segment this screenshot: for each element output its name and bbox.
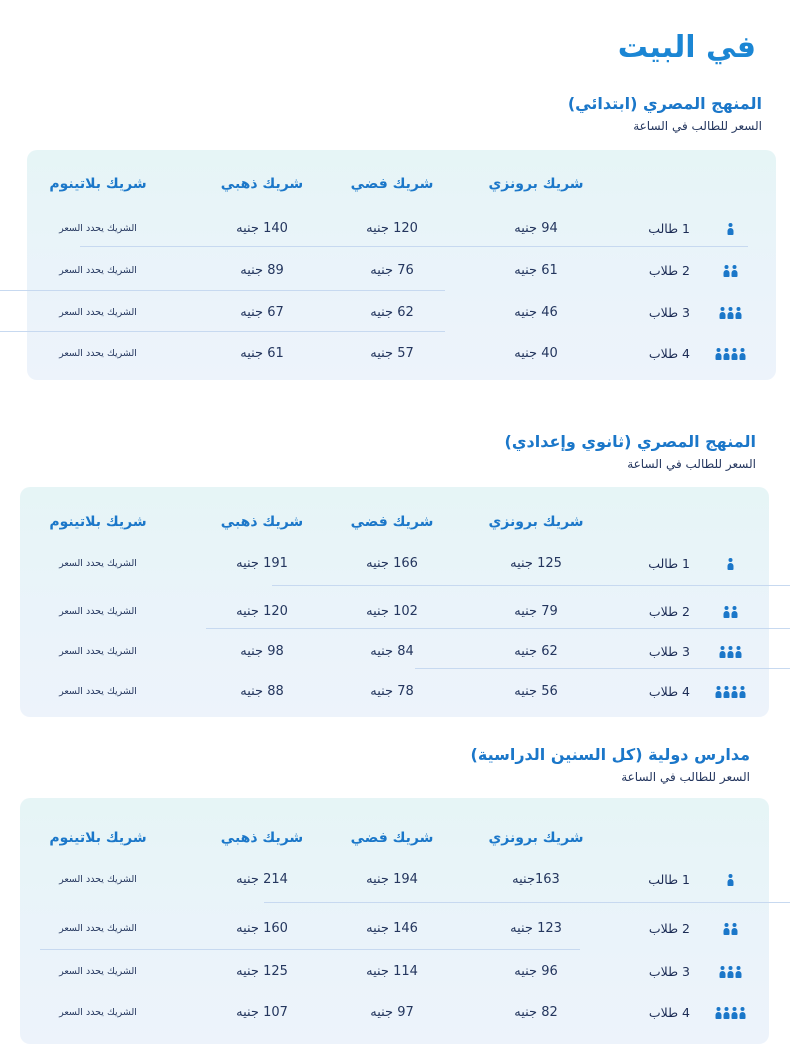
- person-icon: [731, 1007, 738, 1019]
- column-header-gold: شريك ذهبي: [220, 514, 304, 530]
- price-cell-bronze: 82 جنيه: [514, 1005, 558, 1020]
- person-icon: [719, 307, 726, 319]
- price-cell-gold: 67 جنيه: [240, 305, 284, 320]
- person-icon: [727, 223, 734, 235]
- price-cell-bronze: 62 جنيه: [514, 644, 558, 659]
- price-cell-silver: 166 جنيه: [366, 556, 418, 571]
- price-cell-platinum: الشريك يحدد السعر: [59, 307, 137, 318]
- price-cell-bronze: 94 جنيه: [514, 221, 558, 236]
- section-header: [505, 430, 756, 474]
- student-count-label: 4 طلاب: [648, 1005, 690, 1020]
- person-icon: [735, 646, 742, 658]
- price-cell-platinum: الشريك يحدد السعر: [59, 348, 137, 359]
- person-icon: [727, 966, 734, 978]
- person-icon: [723, 265, 730, 277]
- section-subtitle: السعر للطالب في الساعة: [627, 457, 756, 471]
- price-cell-gold: 214 جنيه: [236, 872, 288, 887]
- student-count-label: 1 طالب: [648, 556, 690, 571]
- person-icon: [731, 923, 738, 935]
- students-person-icon-group: [719, 307, 742, 319]
- student-count-label: 3 طلاب: [648, 305, 690, 320]
- price-cell-silver: 97 جنيه: [370, 1005, 414, 1020]
- student-count-label: 4 طلاب: [648, 346, 690, 361]
- price-cell-platinum: الشريك يحدد السعر: [59, 923, 137, 934]
- row-divider: [206, 628, 790, 629]
- column-header-gold: شريك ذهبي: [220, 176, 304, 192]
- section-header: [568, 92, 762, 136]
- person-icon: [723, 1007, 730, 1019]
- student-count-label: 3 طلاب: [648, 644, 690, 659]
- price-cell-platinum: الشريك يحدد السعر: [59, 686, 137, 697]
- person-icon: [731, 265, 738, 277]
- price-cell-bronze: 96 جنيه: [514, 964, 558, 979]
- price-cell-platinum: الشريك يحدد السعر: [59, 558, 137, 569]
- price-cell-platinum: الشريك يحدد السعر: [59, 265, 137, 276]
- row-divider: [272, 585, 790, 586]
- price-cell-silver: 102 جنيه: [366, 604, 418, 619]
- row-divider: [0, 290, 445, 291]
- price-cell-gold: 160 جنيه: [236, 921, 288, 936]
- price-cell-gold: 89 جنيه: [240, 263, 284, 278]
- row-divider: [264, 902, 790, 903]
- section-subtitle: السعر للطالب في الساعة: [633, 119, 762, 133]
- person-icon: [723, 348, 730, 360]
- students-person-icon-group: [719, 646, 742, 658]
- person-icon: [739, 686, 746, 698]
- price-cell-silver: 194 جنيه: [366, 872, 418, 887]
- price-cell-gold: 191 جنيه: [236, 556, 288, 571]
- column-header-gold: شريك ذهبي: [220, 830, 304, 846]
- person-icon: [739, 1007, 746, 1019]
- section-title: مدارس دولية (كل السنين الدراسية): [470, 745, 750, 764]
- price-cell-gold: 61 جنيه: [240, 346, 284, 361]
- price-cell-bronze: 61 جنيه: [514, 263, 558, 278]
- price-cell-bronze: 56 جنيه: [514, 684, 558, 699]
- column-header-bronze: شريك برونزي: [488, 514, 584, 530]
- column-header-bronze: شريك برونزي: [488, 830, 584, 846]
- price-cell-bronze: 123 جنيه: [510, 921, 562, 936]
- student-count-label: 3 طلاب: [648, 964, 690, 979]
- price-cell-silver: 57 جنيه: [370, 346, 414, 361]
- section-title: المنهج المصري (ابتدائي): [567, 94, 762, 113]
- price-cell-bronze: 163جنيه: [512, 872, 560, 887]
- student-count-label: 2 طلاب: [648, 604, 690, 619]
- person-icon: [727, 874, 734, 886]
- person-icon: [723, 923, 730, 935]
- person-icon: [727, 558, 734, 570]
- student-count-label: 4 طلاب: [648, 684, 690, 699]
- row-divider: [0, 331, 445, 332]
- person-icon: [719, 966, 726, 978]
- price-cell-platinum: الشريك يحدد السعر: [59, 646, 137, 657]
- students-person-icon-group: [723, 923, 738, 935]
- students-person-icon-group: [723, 606, 738, 618]
- column-header-bronze: شريك برونزي: [488, 176, 584, 192]
- person-icon: [735, 966, 742, 978]
- section-title: المنهج المصري (ثانوي وإعدادي): [504, 432, 756, 451]
- row-divider: [80, 246, 748, 247]
- student-count-label: 2 طلاب: [648, 263, 690, 278]
- price-cell-platinum: الشريك يحدد السعر: [59, 606, 137, 617]
- students-person-icon-group: [727, 874, 734, 886]
- price-cell-silver: 84 جنيه: [370, 644, 414, 659]
- price-cell-silver: 146 جنيه: [366, 921, 418, 936]
- price-cell-bronze: 125 جنيه: [510, 556, 562, 571]
- price-cell-silver: 114 جنيه: [366, 964, 418, 979]
- person-icon: [727, 307, 734, 319]
- page-title: في البيت: [617, 30, 756, 65]
- students-person-icon-group: [727, 223, 734, 235]
- price-cell-platinum: الشريك يحدد السعر: [59, 966, 137, 977]
- price-cell-gold: 125 جنيه: [236, 964, 288, 979]
- price-cell-gold: 107 جنيه: [236, 1005, 288, 1020]
- price-cell-gold: 120 جنيه: [236, 604, 288, 619]
- students-person-icon-group: [715, 1007, 746, 1019]
- price-cell-bronze: 79 جنيه: [514, 604, 558, 619]
- price-cell-silver: 62 جنيه: [370, 305, 414, 320]
- person-icon: [731, 686, 738, 698]
- price-cell-platinum: الشريك يحدد السعر: [59, 223, 137, 234]
- student-count-label: 1 طالب: [648, 221, 690, 236]
- price-cell-silver: 78 جنيه: [370, 684, 414, 699]
- price-cell-silver: 120 جنيه: [366, 221, 418, 236]
- section-header: [471, 743, 750, 787]
- price-cell-gold: 98 جنيه: [240, 644, 284, 659]
- student-count-label: 1 طالب: [648, 872, 690, 887]
- price-cell-bronze: 46 جنيه: [514, 305, 558, 320]
- row-divider: [40, 949, 580, 950]
- students-person-icon-group: [719, 966, 742, 978]
- students-person-icon-group: [715, 686, 746, 698]
- students-person-icon-group: [727, 558, 734, 570]
- person-icon: [715, 1007, 722, 1019]
- column-header-platinum: شريك بلاتينوم: [49, 514, 147, 530]
- person-icon: [723, 606, 730, 618]
- person-icon: [735, 307, 742, 319]
- column-header-platinum: شريك بلاتينوم: [49, 830, 147, 846]
- price-cell-silver: 76 جنيه: [370, 263, 414, 278]
- price-cell-gold: 140 جنيه: [236, 221, 288, 236]
- person-icon: [723, 686, 730, 698]
- person-icon: [715, 686, 722, 698]
- person-icon: [731, 348, 738, 360]
- students-person-icon-group: [723, 265, 738, 277]
- person-icon: [727, 646, 734, 658]
- price-cell-bronze: 40 جنيه: [514, 346, 558, 361]
- person-icon: [739, 348, 746, 360]
- price-cell-gold: 88 جنيه: [240, 684, 284, 699]
- price-cell-platinum: الشريك يحدد السعر: [59, 1007, 137, 1018]
- students-person-icon-group: [715, 348, 746, 360]
- student-count-label: 2 طلاب: [648, 921, 690, 936]
- price-cell-platinum: الشريك يحدد السعر: [59, 874, 137, 885]
- row-divider: [415, 668, 790, 669]
- person-icon: [719, 646, 726, 658]
- column-header-silver: شريك فضي: [350, 830, 434, 846]
- column-header-silver: شريك فضي: [350, 176, 434, 192]
- section-subtitle: السعر للطالب في الساعة: [621, 770, 750, 784]
- column-header-silver: شريك فضي: [350, 514, 434, 530]
- column-header-platinum: شريك بلاتينوم: [49, 176, 147, 192]
- person-icon: [715, 348, 722, 360]
- person-icon: [731, 606, 738, 618]
